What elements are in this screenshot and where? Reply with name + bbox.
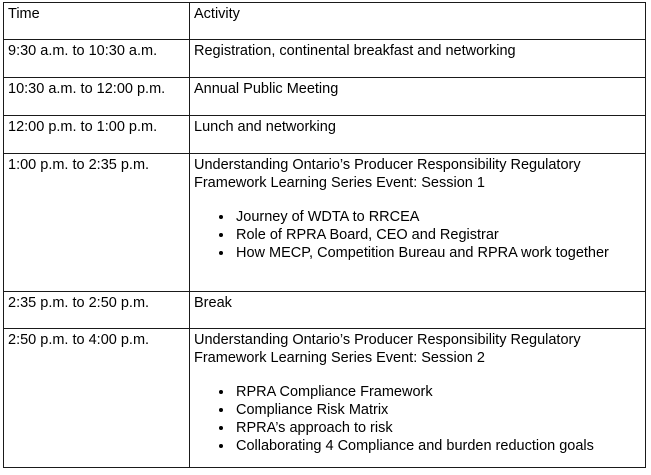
table-row <box>4 116 646 154</box>
activity-cell: Break <box>190 292 646 329</box>
list-item: • RPRA Compliance Framework <box>234 383 641 401</box>
table-row <box>4 78 646 116</box>
agenda-table <box>3 2 646 468</box>
session-topics-list <box>194 208 641 262</box>
table-row <box>4 154 646 292</box>
session-title: Understanding Ontario’s Producer Responsibility Regulatory Framework Learning Series Event: Session 1 <box>194 157 581 191</box>
table-row <box>4 329 646 468</box>
list-item: • Role of RPRA Board, CEO and Registrar <box>234 226 641 244</box>
activity-cell: Registration, continental breakfast and networking <box>190 40 646 78</box>
activity-cell <box>190 329 646 468</box>
activity-cell: Lunch and networking <box>190 116 646 154</box>
list-item: • Journey of WDTA to RRCEA <box>234 208 641 226</box>
time-cell: 10:30 a.m. to 12:00 p.m. <box>4 78 190 116</box>
list-item: • Collaborating 4 Compliance and burden reduction goals <box>234 437 641 455</box>
time-cell: 2:50 p.m. to 4:00 p.m. <box>4 329 190 468</box>
list-item: • Compliance Risk Matrix <box>234 401 641 419</box>
list-item: • How MECP, Competition Bureau and RPRA work together <box>234 244 641 262</box>
session-title: Understanding Ontario’s Producer Responsibility Regulatory Framework Learning Series Event: Session 2 <box>194 332 581 366</box>
session-topics-list <box>194 383 641 455</box>
activity-cell: Annual Public Meeting <box>190 78 646 116</box>
header-activity: Activity <box>190 3 646 40</box>
table-header-row <box>4 3 646 40</box>
time-cell: 12:00 p.m. to 1:00 p.m. <box>4 116 190 154</box>
time-cell: 1:00 p.m. to 2:35 p.m. <box>4 154 190 292</box>
list-item: • RPRA’s approach to risk <box>234 419 641 437</box>
table-row <box>4 292 646 329</box>
time-cell: 9:30 a.m. to 10:30 a.m. <box>4 40 190 78</box>
time-cell: 2:35 p.m. to 2:50 p.m. <box>4 292 190 329</box>
activity-cell <box>190 154 646 292</box>
table-row <box>4 40 646 78</box>
header-time: Time <box>4 3 190 40</box>
